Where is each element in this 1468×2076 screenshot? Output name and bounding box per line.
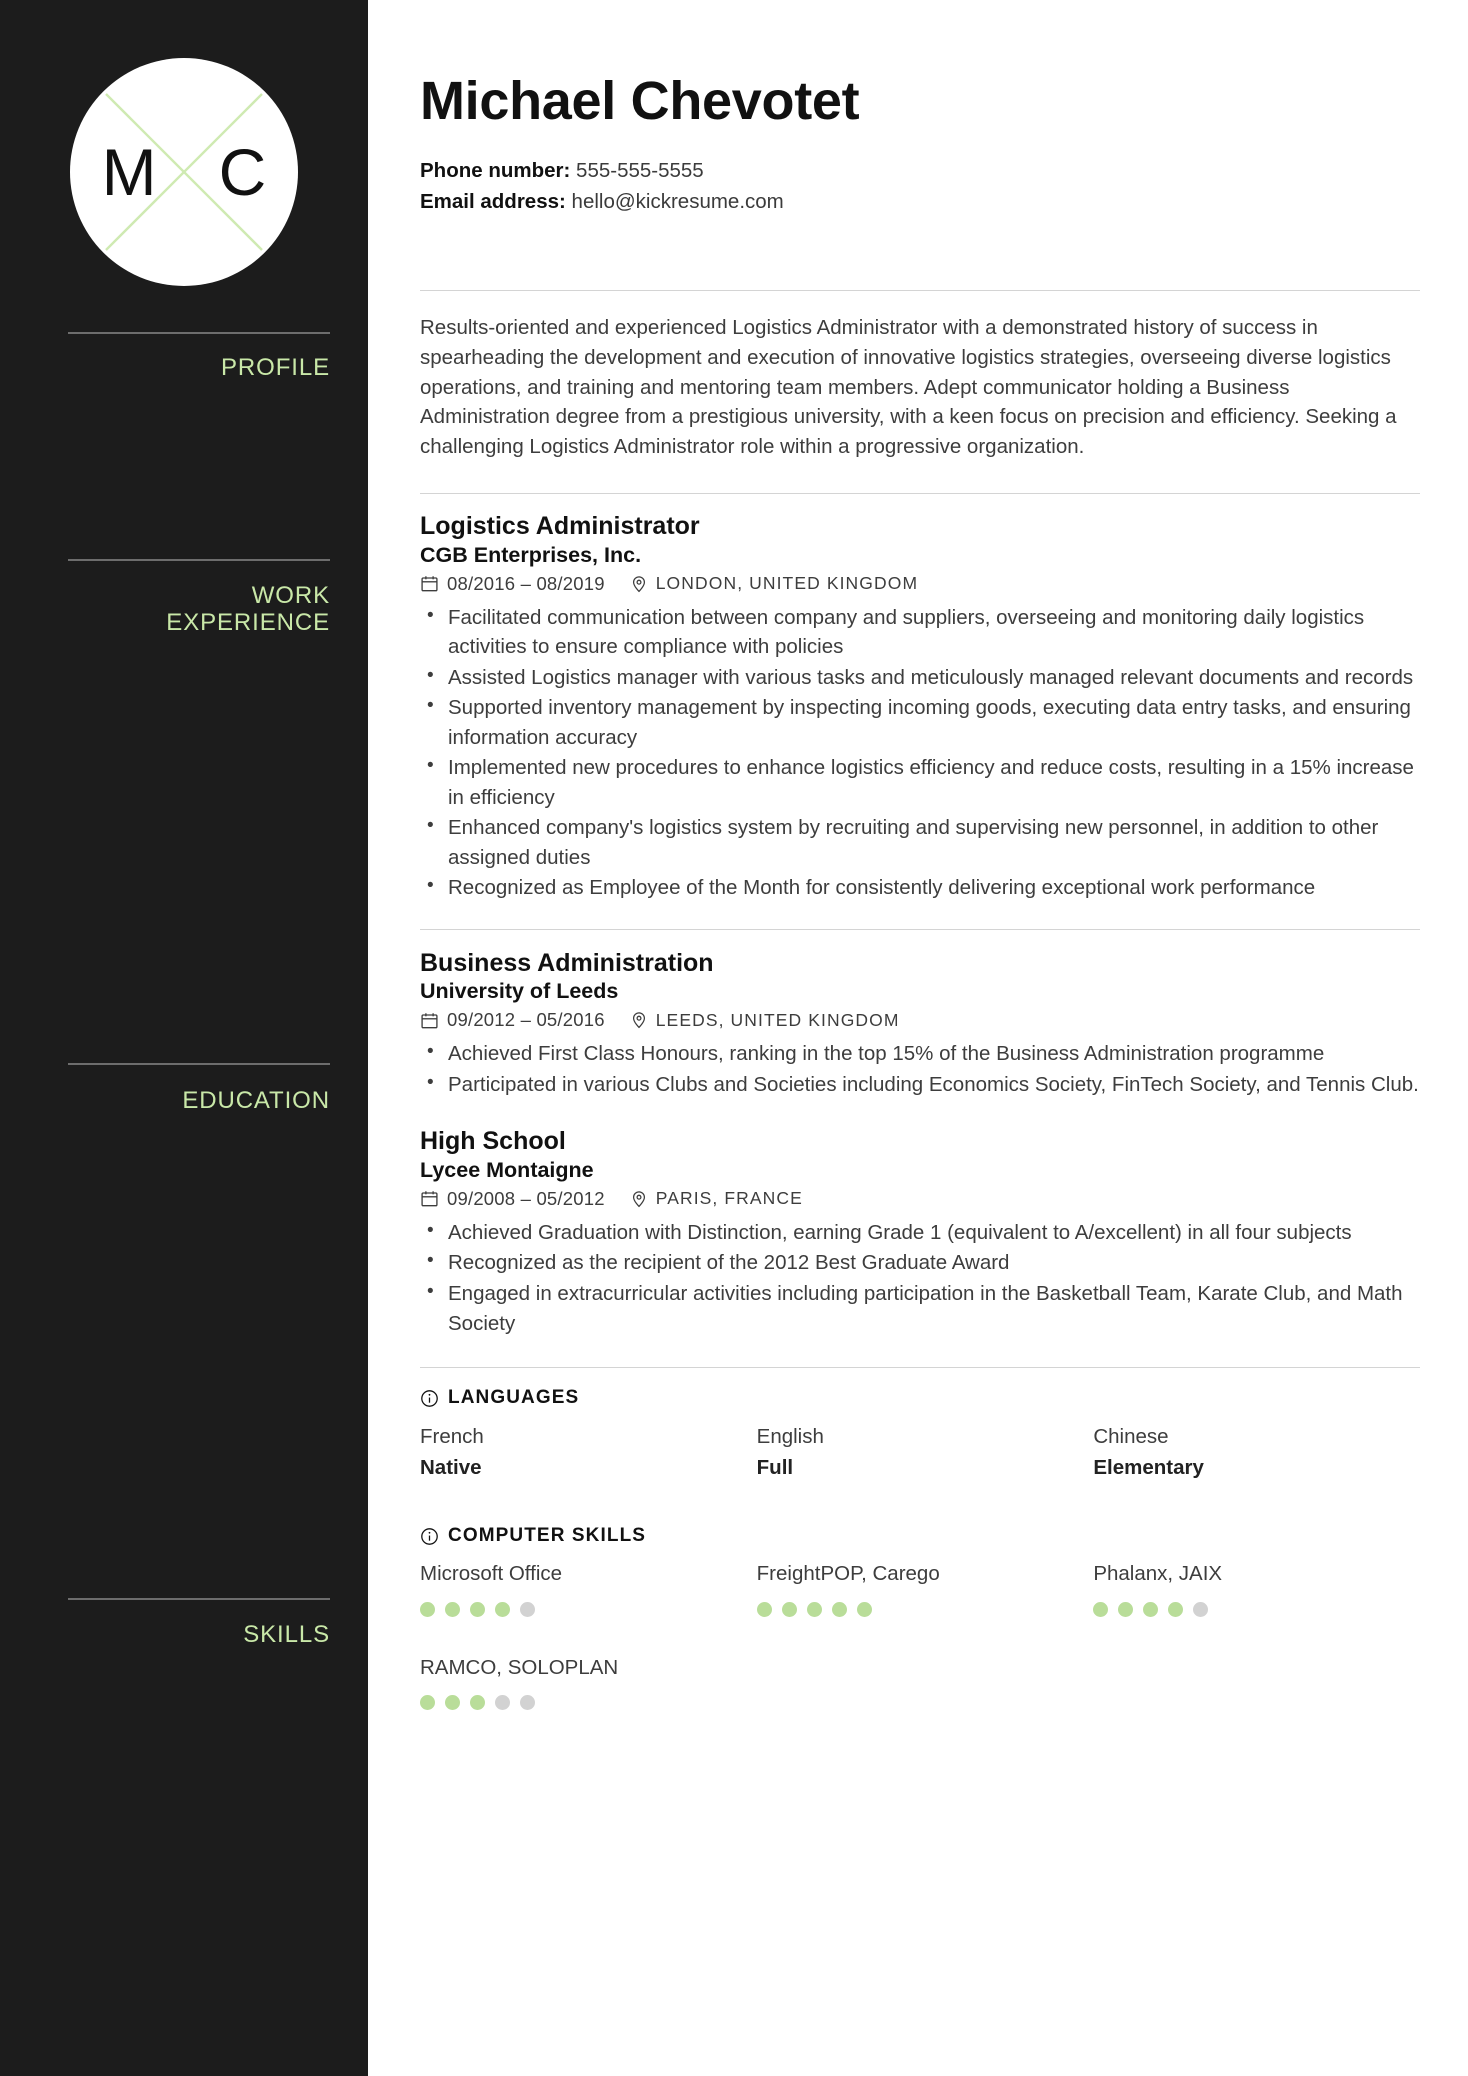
location-pin-icon: [630, 1011, 648, 1029]
skill-rating-dots: [757, 1602, 1084, 1617]
language-name: Chinese: [1093, 1425, 1169, 1449]
section-profile: [420, 291, 1420, 462]
skills-group-computer-title: COMPUTER SKILLS: [448, 1525, 647, 1547]
rating-dot: [1143, 1602, 1158, 1617]
skill-rating-dots: [1093, 1602, 1420, 1617]
computer-skills-grid-row1: [420, 1561, 1420, 1617]
main-content: [368, 0, 1468, 2076]
skills-group-computer-header: [420, 1525, 1420, 1547]
education-entry: [420, 948, 1420, 1100]
education-entry-organization: Lycee Montaigne: [420, 1157, 594, 1182]
list-item: • Achieved First Class Honours, ranking in the top 15% of the Business Administration programme: [420, 1039, 1420, 1069]
computer-skill-item-empty: [1093, 1655, 1420, 1711]
rating-dot: [520, 1695, 535, 1710]
languages-grid: [420, 1423, 1420, 1481]
work-entry-organization: CGB Enterprises, Inc.: [420, 542, 642, 567]
location-pin-icon: [630, 575, 648, 593]
language-level: Native: [420, 1456, 482, 1480]
contact-label-phone: Phone number:: [420, 159, 571, 183]
info-icon: [420, 1389, 439, 1408]
monogram-letters: [70, 135, 298, 209]
skills-group-languages-header: [420, 1387, 1420, 1409]
rating-dot: [832, 1602, 847, 1617]
sidebar-rule-skills: [68, 1598, 330, 1600]
education-entry: [420, 1126, 1420, 1338]
language-item: [757, 1423, 1084, 1481]
education-entry-meta: [420, 1188, 1420, 1210]
rating-dot: [495, 1695, 510, 1710]
location-pin-icon: [630, 1190, 648, 1208]
sidebar-rule-education: [68, 1063, 330, 1065]
contact-value-phone[interactable]: 555-555-5555: [576, 159, 704, 183]
computer-skill-item: [420, 1655, 747, 1711]
contact-label-email: Email address:: [420, 189, 566, 213]
section-skills: [420, 1368, 1420, 1710]
sidebar-label-work-line1: WORK: [251, 582, 330, 609]
work-entry-meta: [420, 573, 1420, 595]
calendar-icon: [420, 574, 439, 593]
computer-skill-name: Microsoft Office: [420, 1562, 563, 1586]
sidebar-rule-work-experience: [68, 559, 330, 561]
info-icon: [420, 1527, 439, 1546]
contact-value-email[interactable]: hello@kickresume.com: [571, 189, 784, 213]
education-entry-dates: 09/2008 – 05/2012: [447, 1187, 605, 1209]
education-entry-dates: 09/2012 – 05/2016: [447, 1009, 605, 1031]
computer-skills-grid-row2: [420, 1655, 1420, 1711]
education-entry-bullets: [420, 1039, 1420, 1099]
contact-list: [420, 156, 1420, 217]
rating-dot: [1168, 1602, 1183, 1617]
sidebar-label-work-experience: [166, 583, 330, 637]
work-entry: [420, 511, 1420, 903]
education-entry-bullets: [420, 1218, 1420, 1338]
monogram-avatar: [70, 58, 298, 286]
list-item: • Participated in various Clubs and Societies including Economics Society, FinTech Society, and Tennis Club.: [420, 1070, 1420, 1100]
education-entry-title: Business Administration: [420, 948, 714, 977]
computer-skill-name: Phalanx, JAIX: [1093, 1562, 1223, 1586]
work-entry-bullets: [420, 603, 1420, 903]
computer-skill-item: [420, 1561, 747, 1617]
language-name: English: [756, 1425, 824, 1449]
list-item: • Engaged in extracurricular activities including participation in the Basketball Team, Karate Club, and Math Society: [420, 1279, 1420, 1338]
monogram-initial-last: C: [218, 135, 267, 209]
sidebar-label-education: EDUCATION: [182, 1087, 330, 1114]
language-name: French: [420, 1425, 484, 1449]
page-title: Michael Chevotet: [420, 71, 860, 131]
section-education: [420, 930, 1420, 1338]
rating-dot: [495, 1602, 510, 1617]
monogram-wrapper: [0, 0, 368, 286]
header: [420, 0, 1420, 217]
list-item: • Enhanced company's logistics system by recruiting and supervising new personnel, in addition to other assigned duties: [420, 813, 1420, 872]
rating-dot: [1093, 1602, 1108, 1617]
sidebar: [0, 0, 368, 2076]
education-entry-meta: [420, 1009, 1420, 1031]
sidebar-label-work-line2: EXPERIENCE: [166, 608, 330, 636]
computer-skill-name: FreightPOP, Carego: [756, 1562, 940, 1586]
language-item: [1093, 1423, 1420, 1481]
list-item: • Achieved Graduation with Distinction, earning Grade 1 (equivalent to A/excellent) in all four subjects: [420, 1218, 1420, 1248]
sidebar-label-skills: SKILLS: [243, 1621, 330, 1648]
work-entry-location: LONDON, UNITED KINGDOM: [655, 573, 919, 594]
rating-dot: [445, 1602, 460, 1617]
skills-group-languages-title: LANGUAGES: [448, 1387, 580, 1409]
rating-dot: [807, 1602, 822, 1617]
rating-dot: [445, 1695, 460, 1710]
list-item: • Facilitated communication between company and suppliers, overseeing and monitoring daily logistics activities to ensure compliance with policies: [420, 603, 1420, 662]
rating-dot: [420, 1695, 435, 1710]
rating-dot: [520, 1602, 535, 1617]
language-level: Full: [756, 1456, 794, 1480]
rating-dot: [1118, 1602, 1133, 1617]
computer-skill-item: [1093, 1561, 1420, 1617]
language-item: [420, 1423, 747, 1481]
education-entry-location: LEEDS, UNITED KINGDOM: [655, 1009, 900, 1030]
monogram-initial-first: M: [101, 135, 157, 209]
education-entry-organization: University of Leeds: [420, 979, 619, 1004]
list-item: • Recognized as the recipient of the 2012 Best Graduate Award: [420, 1248, 1420, 1278]
computer-skill-item-empty: [757, 1655, 1084, 1711]
education-entry-title: High School: [420, 1127, 566, 1156]
rating-dot: [420, 1602, 435, 1617]
list-item: • Assisted Logistics manager with various tasks and meticulously managed relevant documents and records: [420, 663, 1420, 693]
computer-skill-name: RAMCO, SOLOPLAN: [420, 1655, 619, 1679]
education-entry-location: PARIS, FRANCE: [655, 1188, 803, 1209]
rating-dot: [470, 1695, 485, 1710]
list-item: • Supported inventory management by inspecting incoming goods, executing data entry tasks, and ensuring information accuracy: [420, 693, 1420, 752]
work-entry-title: Logistics Administrator: [420, 512, 700, 541]
rating-dot: [1193, 1602, 1208, 1617]
skill-rating-dots: [420, 1695, 747, 1710]
calendar-icon: [420, 1011, 439, 1030]
skill-rating-dots: [420, 1602, 747, 1617]
profile-summary-text: Results-oriented and experienced Logistics Administrator with a demonstrated history of success in spearheading the development and execution of innovative logistics strategies, overseeing diverse logistics operations, and training and mentoring team members. Adept communicator holding a Business Administration degree from a prestigious university, with a keen focus on precision and efficiency. Seeking a challenging Logistics Administrator role within a progressive organization.: [420, 315, 1397, 459]
sidebar-label-profile: PROFILE: [221, 354, 330, 381]
list-item: • Implemented new procedures to enhance logistics efficiency and reduce costs, resulting in a 15% increase in efficiency: [420, 753, 1420, 812]
rating-dot: [782, 1602, 797, 1617]
sidebar-rule-profile: [68, 332, 330, 334]
work-entry-dates: 08/2016 – 08/2019: [447, 572, 605, 594]
section-work-experience: [420, 494, 1420, 903]
rating-dot: [857, 1602, 872, 1617]
computer-skill-item: [757, 1561, 1084, 1617]
contact-row-email: [420, 187, 1420, 217]
calendar-icon: [420, 1189, 439, 1208]
language-level: Elementary: [1093, 1456, 1204, 1480]
rating-dot: [757, 1602, 772, 1617]
list-item: • Recognized as Employee of the Month for consistently delivering exceptional work performance: [420, 873, 1420, 903]
rating-dot: [470, 1602, 485, 1617]
contact-row-phone: [420, 156, 1420, 186]
